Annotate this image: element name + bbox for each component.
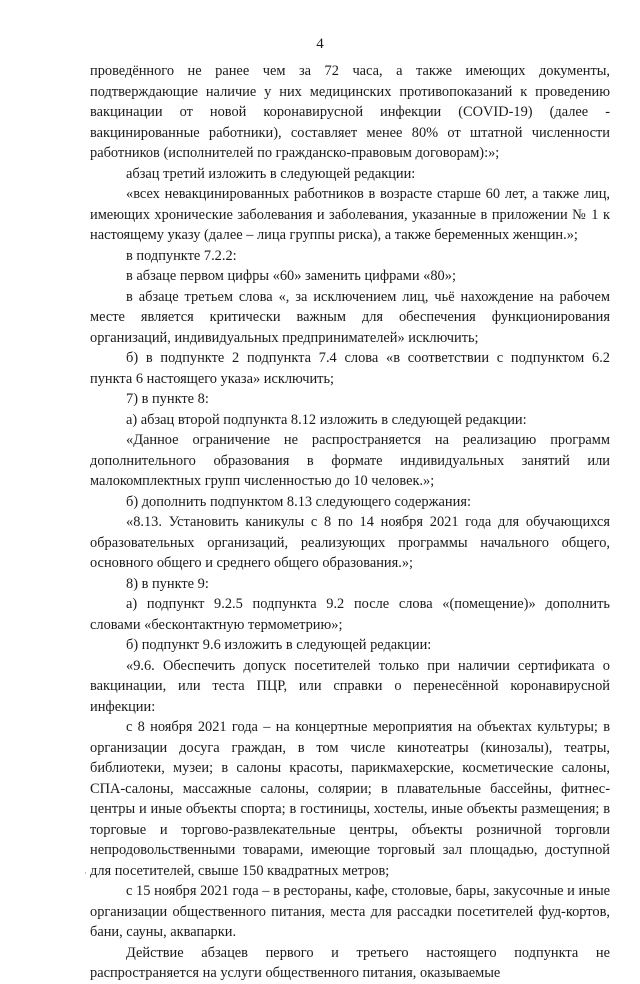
- scan-dot: ·: [84, 868, 87, 878]
- paragraph: в подпункте 7.2.2:: [126, 247, 237, 264]
- paragraph: «8.13. Установить каникулы с 8 по 14 ноября 2021 года для обучающихся образовательных организаций, реализующих программы начального общего, основного общего и среднего общего образования.»;: [90, 514, 610, 571]
- document-body: [90, 61, 610, 984]
- paragraph: с 8 ноября 2021 года – на концертные мероприятия на объектах культуры; в организации досуга граждан, в том числе кинотеатры (кинозалы), театры, библиотеки, музеи; в салоны красоты, парикмахерские, косметические салоны, СПА-салоны, массажные салоны, солярии; в плавательные бассейны, фитнес-центры и иные объекты спорта; в гостиницы, хостелы, иные объекты размещения; в торговые и торгово-развлекательные центры, объекты розничной торговли непродовольственными товарами, имеющие торговый зал площадью, доступной для посетителей, свыше 150 квадратных метров;: [90, 719, 610, 879]
- paragraph: с 15 ноября 2021 года – в рестораны, кафе, столовые, бары, закусочные и иные организации общественного питания, места для рассадки посетителей фуд-кортов, бани, сауны, аквапарки.: [90, 883, 610, 940]
- paragraph: б) дополнить подпунктом 8.13 следующего содержания:: [126, 493, 471, 510]
- paragraph: «Данное ограничение не распространяется на реализацию программ дополнительного образования в формате индивидуальных занятий или малокомплектных групп численностью до 10 человек.»;: [90, 432, 610, 489]
- paragraph: в абзаце третьем слова «, за исключением лиц, чьё нахождение на рабочем месте является критически важным для обеспечения функционирования организаций, индивидуальных предпринимателей» исключить;: [90, 288, 610, 346]
- paragraph: а) абзац второй подпункта 8.12 изложить в следующей редакции:: [126, 411, 527, 428]
- paragraph: 7) в пункте 8:: [126, 391, 209, 407]
- paragraph: б) подпункт 9.6 изложить в следующей редакции:: [126, 637, 432, 653]
- paragraph: Действие абзацев первого и третьего настоящего подпункта не распространяется на услуги общественного питания, оказываемые: [90, 944, 610, 981]
- paragraph: 8) в пункте 9:: [126, 575, 209, 592]
- paragraph: проведённого не ранее чем за 72 часа, а также имеющих документы, подтверждающие наличие у них медицинских противопоказаний к проведению вакцинации от новой коронавирусной инфекции (COVID-19) (далее - вакцинированные работники), составляет менее 80% от штатной численности работников (исполнителей по гражданско-правовым договорам):»;: [90, 63, 610, 161]
- paragraph: в абзаце первом цифры «60» заменить цифрами «80»;: [126, 268, 456, 284]
- paragraph: б) в подпункте 2 подпункта 7.4 слова «в соответствии с подпунктом 6.2 пункта 6 настоящего указа» исключить;: [90, 350, 610, 387]
- paragraph: «9.6. Обеспечить допуск посетителей только при наличии сертификата о вакцинации, или теста ПЦР, или справки о перенесённой коронавирусной инфекции:: [90, 657, 610, 715]
- paragraph: «всех невакцинированных работников в возрасте старше 60 лет, а также лиц, имеющих хронические заболевания и заболевания, указанные в приложении № 1 к настоящему указу (далее – лица группы риска), а также беременных женщин.»;: [90, 186, 610, 243]
- page-number: 4: [316, 36, 324, 52]
- paragraph: абзац третий изложить в следующей редакции:: [126, 165, 416, 182]
- paragraph: а) подпункт 9.2.5 подпункта 9.2 после слова «(помещение)» дополнить словами «бесконтактную термометрию»;: [90, 596, 610, 633]
